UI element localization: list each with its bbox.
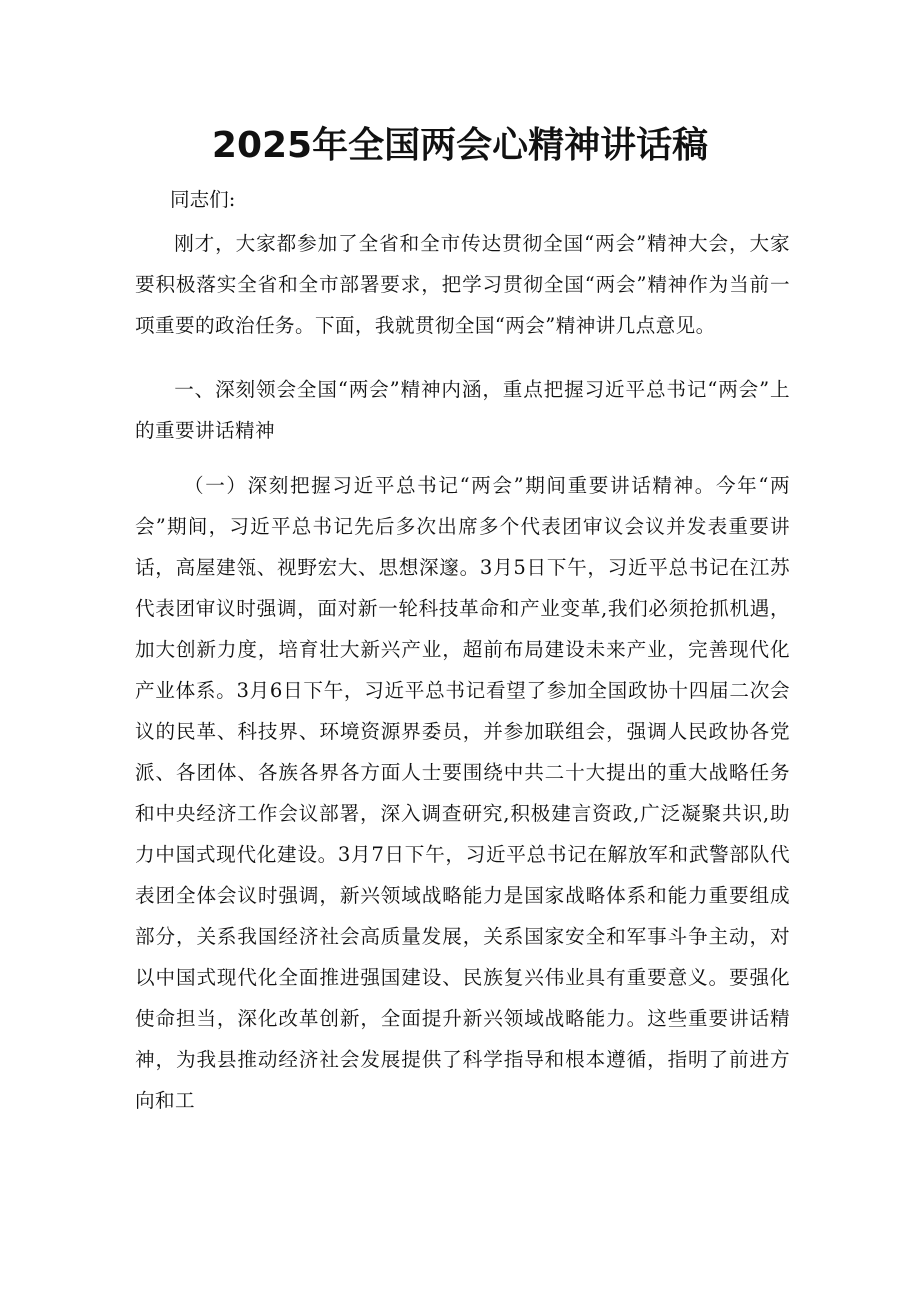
- section-heading-1: 一、深刻领会全国“两会”精神内涵，重点把握习近平总书记“两会”上的重要讲话精神: [135, 378, 790, 442]
- salutation: 同志们:: [170, 188, 236, 211]
- document-title: 2025年全国两会心精神讲话稿: [211, 125, 709, 166]
- paragraph-subsection-1: （一）深刻把握习近平总书记“两会”期间重要讲话精神。今年“两会”期间，习近平总书记先后多次出席多个代表团审议会议并发表重要讲话，高屋建瓴、视野宏大、思想深邃。3月5日下午，习近平总书记在江苏代表团审议时强调，面对新一轮科技革命和产业变革,我们必须抢抓机遇，加大创新力度，培育壮大新兴产业，超前布局建设未来产业，完善现代化产业体系。3月6日下午，习近平总书记看望了参加全国政协十四届二次会议的民革、科技界、环境资源界委员，并参加联组会，强调人民政协各党派、各团体、各族各界各方面人士要围绕中共二十大提出的重大战略任务和中央经济工作会议部署，深入调查研究,积极建言资政,广泛凝聚共识,助力中国式现代化建设。3月7日下午，习近平总书记在解放军和武警部队代表团全体会议时强调，新兴领域战略能力是国家战略体系和能力重要组成部分，关系我国经济社会高质量发展，关系国家安全和军事斗争主动，对以中国式现代化全面推进强国建设、民族复兴伟业具有重要意义。要强化使命担当，深化改革创新，全面提升新兴领域战略能力。这些重要讲话精神，为我县推动经济社会发展提供了科学指导和根本遵循，指明了前进方向和工: [135, 474, 790, 1112]
- paragraph-intro: 刚才，大家都参加了全省和全市传达贯彻全国“两会”精神大会，大家要积极落实全省和全市部署要求，把学习贯彻全国“两会”精神作为当前一项重要的政治任务。下面，我就贯彻全国“两会”精神讲几点意见。: [135, 232, 790, 337]
